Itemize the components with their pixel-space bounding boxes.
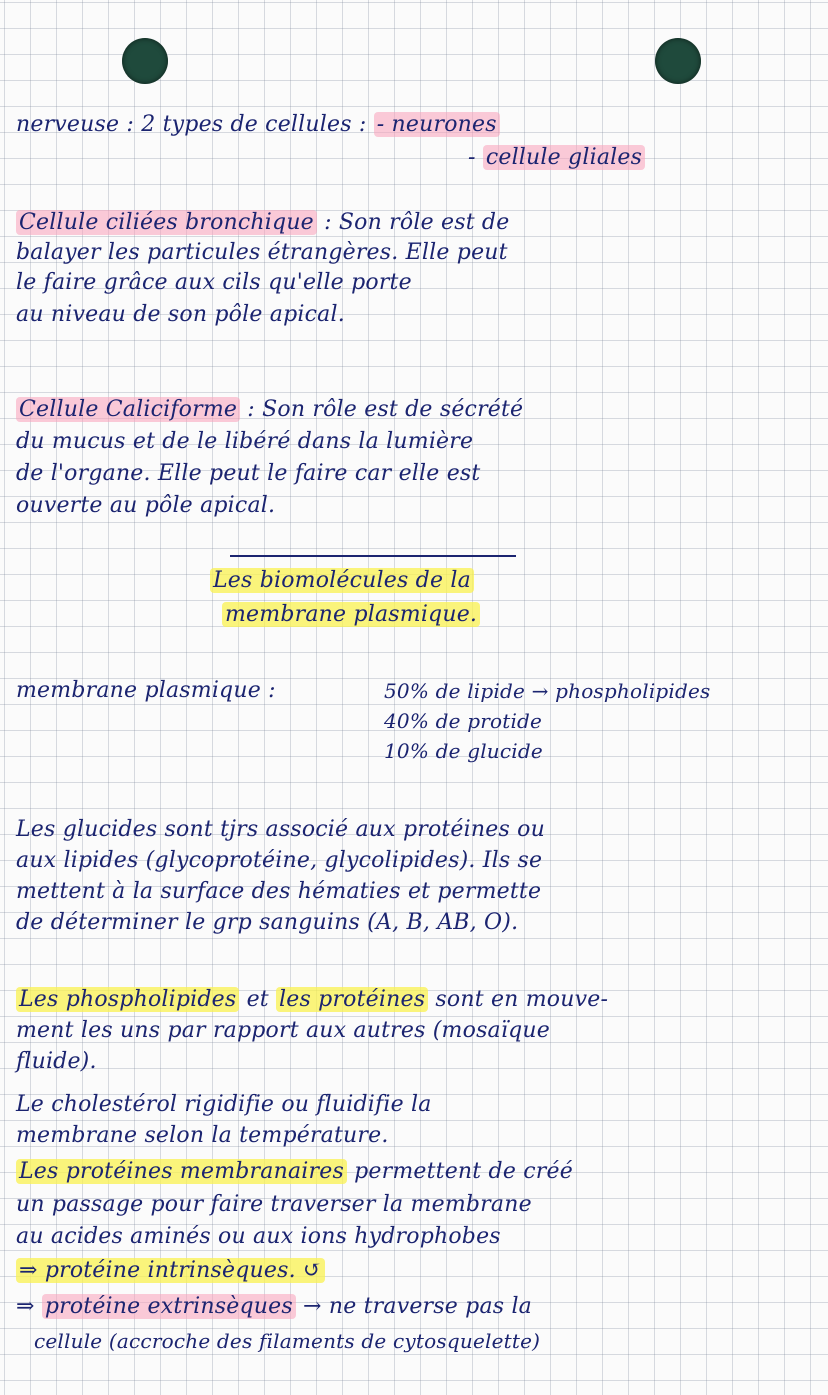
composition-glucid: 10% de glucide (384, 739, 543, 763)
composition-label: membrane plasmique : (16, 678, 276, 703)
p1-line-2: balayer les particules étrangères. Elle peut (16, 240, 508, 265)
composition-lipid: 50% de lipide → phospholipides (384, 679, 711, 703)
p4-proteins: les protéines (276, 987, 428, 1012)
intro-line-1 (16, 110, 500, 140)
p2-line-3: de l'organe. Elle peut le faire car elle est (16, 461, 481, 486)
p6-line-3: au acides aminés ou aux ions hydrophobes (16, 1224, 501, 1249)
p5-line-2: membrane selon la température. (16, 1123, 389, 1148)
p6-extrinsic: protéine extrinsèques (42, 1294, 296, 1319)
p6-line-4 (16, 1256, 325, 1286)
p1-line-4: au niveau de son pôle apical. (16, 302, 345, 327)
binder-hole-left (122, 38, 168, 84)
p6-intrinsic: ⇒ protéine intrinsèques. ↺ (16, 1258, 325, 1283)
p2-line-1: Cellule Caliciforme : Son rôle est de sécrété (16, 395, 523, 425)
intro-neurones: - neurones (374, 112, 500, 137)
p3-line-2: aux lipides (glycoprotéine, glycolipides). Ils se (16, 848, 543, 873)
p3-line-3: mettent à la surface des hématies et permette (16, 879, 542, 904)
section-heading-1: Les biomolécules de la (210, 566, 474, 596)
p3-line-4: de déterminer le grp sanguins (A, B, AB, O). (16, 910, 519, 935)
intro-glial: cellule gliales (483, 145, 645, 170)
composition-protein: 40% de protide (384, 709, 543, 733)
p6-line-6: cellule (accroche des filaments de cytosquelette) (34, 1329, 541, 1353)
p4-line-3: fluide). (16, 1049, 97, 1074)
p1-line-1: Cellule ciliées bronchique : Son rôle est de (16, 208, 509, 238)
p3-line-1: Les glucides sont tjrs associé aux protéines ou (16, 817, 545, 842)
intro-line-2: - cellule gliales (468, 143, 645, 173)
p6-term: Les protéines membranaires (16, 1159, 347, 1184)
p2-term: Cellule Caliciforme (16, 397, 240, 422)
p6-line-2: un passage pour faire traverser la membrane (16, 1192, 532, 1217)
p5-line-1: Le cholestérol rigidifie ou fluidifie la (16, 1092, 432, 1117)
p6-line-5: ⇒ protéine extrinsèques → ne traverse pas la (16, 1294, 532, 1319)
p6-line-1: Les protéines membranaires permettent de créé (16, 1157, 573, 1187)
p4-phospholipids: Les phospholipides (16, 987, 239, 1012)
p2-line-4: ouverte au pôle apical. (16, 493, 276, 518)
section-divider (230, 555, 516, 557)
p1-term: Cellule ciliées bronchique (16, 210, 317, 235)
section-heading-2: membrane plasmique. (222, 600, 480, 630)
p4-line-2: ment les uns par rapport aux autres (mosaïque (16, 1018, 550, 1043)
p1-line-3: le faire grâce aux cils qu'elle porte (16, 270, 412, 295)
binder-hole-right (655, 38, 701, 84)
p2-line-2: du mucus et de le libéré dans la lumière (16, 429, 474, 454)
intro-title: nerveuse : 2 types de cellules : (16, 112, 367, 137)
p4-line-1: Les phospholipides et les protéines sont en mouve- (16, 985, 608, 1015)
